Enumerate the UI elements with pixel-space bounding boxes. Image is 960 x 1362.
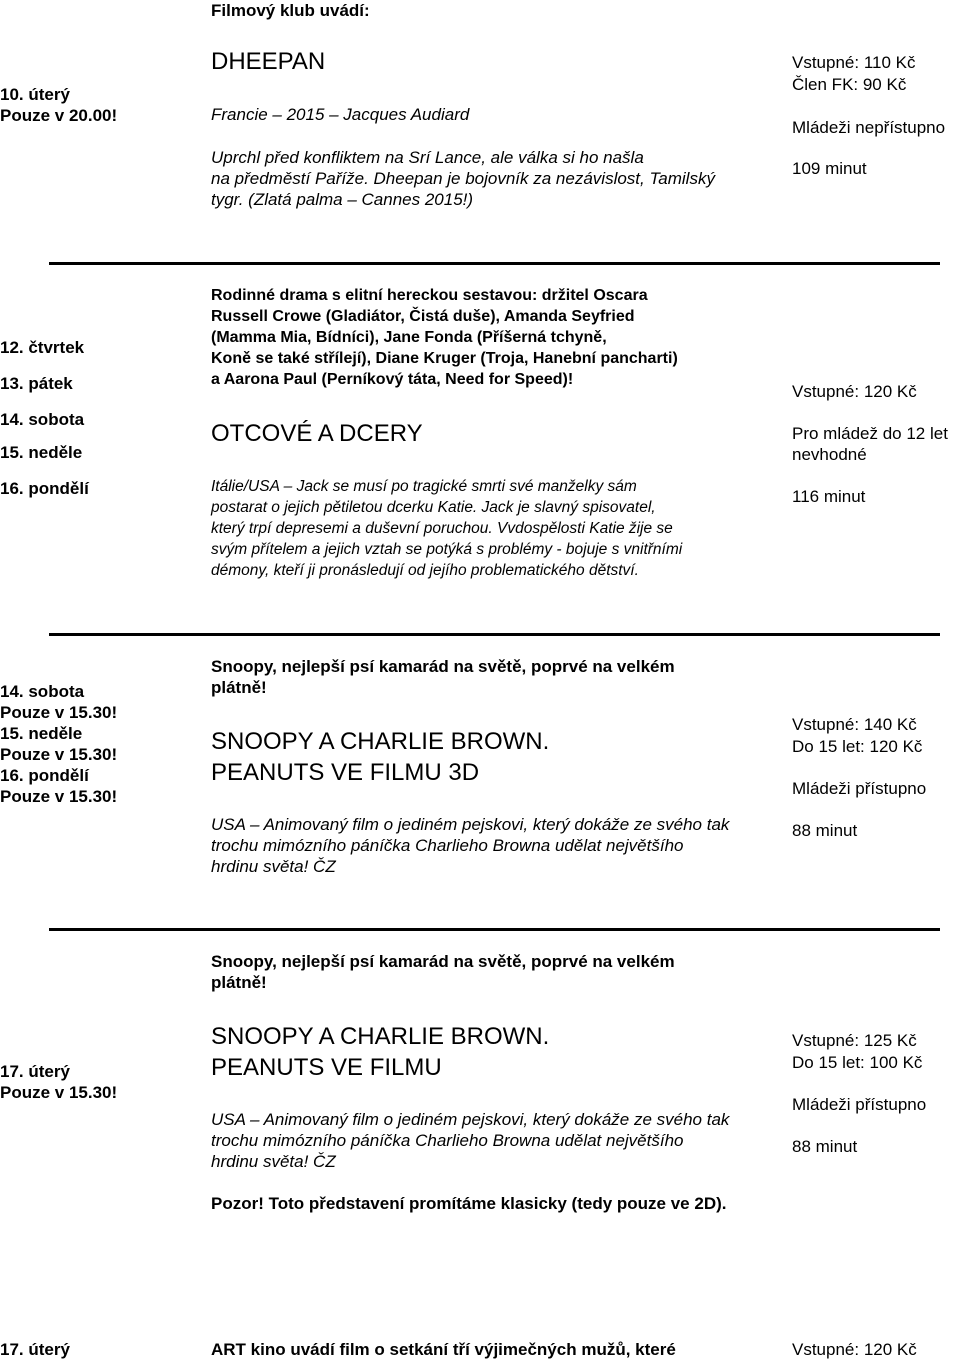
event4-age-rating: Mládeži přístupno	[792, 1095, 927, 1114]
event1-day: 10. úterý	[0, 85, 70, 104]
event3-age-rating: Mládeži přístupno	[792, 779, 927, 798]
event1-description: Uprchl před konfliktem na Srí Lance, ale válka si ho našla na předměstí Paříže. Dheepan je bojovník za nezávislost, Tamilský tygr. (Zlatá palma – Cannes 2015!)	[211, 148, 715, 209]
event1-duration: 109 minut	[792, 159, 867, 178]
event1-dates	[0, 84, 117, 126]
event2-title: OTCOVÉ A DCERY	[211, 420, 423, 447]
event1-title: DHEEPAN	[211, 48, 326, 75]
divider	[49, 928, 940, 931]
event1-price: Vstupné: 110 Kč	[792, 53, 916, 72]
event3-child-price: Do 15 let: 120 Kč	[792, 737, 923, 756]
event2-description: Itálie/USA – Jack se musí po tragické smrti své manželky sám postarat o jejich pětiletou dcerku Katie. Jack je slavný spisovatel, který trpí depresemi a duševní poruchou. Vvdospělosti Katie žije se svým přítelem a jejich vztah se potýká s problémy - bojuje s vnitřními démony, kteří ji pronásledují od jejího problematického dětství.	[211, 478, 683, 579]
event4-description: USA – Animovaný film o jediném pejskovi, který dokáže ze svého tak trochu mimózního páníčka Charlieho Browna udělat největšího hrdinu světa! ČZ	[211, 1110, 730, 1171]
event5-date: 17. úterý	[0, 1340, 70, 1359]
event4-child-price: Do 15 let: 100 Kč	[792, 1053, 923, 1072]
event5-intro: ART kino uvádí film o setkání tří výjimečných mužů, které	[211, 1340, 676, 1359]
page-header: Filmový klub uvádí:	[211, 1, 370, 20]
event4-duration: 88 minut	[792, 1137, 858, 1156]
event1-age-rating: Mládeži nepřístupno	[792, 118, 946, 137]
event4-title: SNOOPY A CHARLIE BROWN. PEANUTS VE FILMU	[211, 1023, 550, 1081]
event1-time: Pouze v 20.00!	[0, 106, 118, 125]
event2-dates: 12. čtvrtek 13. pátek 14. sobota 15. neděle 16. pondělí	[0, 338, 89, 498]
event2-intro: Rodinné drama s elitní hereckou sestavou: držitel Oscara Russell Crowe (Gladiátor, Čistá duše), Amanda Seyfried (Mamma Mia, Bídníci), Jane Fonda (Příšerná tchyně, Koně se také střílejí), Diane Kruger (Troja, Hanební pancharti) a Aarona Paul (Perníkový táta, Need for Speed)!	[211, 287, 678, 388]
divider	[49, 262, 940, 265]
event3-price: Vstupné: 140 Kč	[792, 715, 917, 734]
event4-price: Vstupné: 125 Kč	[792, 1031, 917, 1050]
event4-dates: 17. úterý Pouze v 15.30!	[0, 1062, 118, 1102]
event4-intro: Snoopy, nejlepší psí kamarád na světě, poprvé na velkém plátně!	[211, 952, 675, 992]
event1-origin: Francie – 2015 – Jacques Audiard	[211, 105, 470, 124]
event1-member-price: Člen FK: 90 Kč	[792, 75, 907, 94]
event2-price: Vstupné: 120 Kč	[792, 382, 917, 401]
event3-duration: 88 minut	[792, 821, 858, 840]
event2-duration: 116 minut	[792, 487, 866, 506]
event3-dates: 14. sobota Pouze v 15.30! 15. neděle Pouze v 15.30! 16. pondělí Pouze v 15.30!	[0, 682, 118, 806]
event2-age-rating: Pro mládež do 12 let nevhodné	[792, 424, 948, 464]
event3-description: USA – Animovaný film o jediném pejskovi, který dokáže ze svého tak trochu mimózního páníčka Charlieho Browna udělat největšího hrdinu světa! ČZ	[211, 815, 730, 876]
event5-price: Vstupné: 120 Kč	[792, 1340, 917, 1359]
event3-intro: Snoopy, nejlepší psí kamarád na světě, poprvé na velkém plátně!	[211, 657, 675, 697]
event3-title: SNOOPY A CHARLIE BROWN. PEANUTS VE FILMU 3D	[211, 728, 550, 786]
event4-note: Pozor! Toto představení promítáme klasicky (tedy pouze ve 2D).	[211, 1194, 727, 1213]
divider	[49, 633, 940, 636]
